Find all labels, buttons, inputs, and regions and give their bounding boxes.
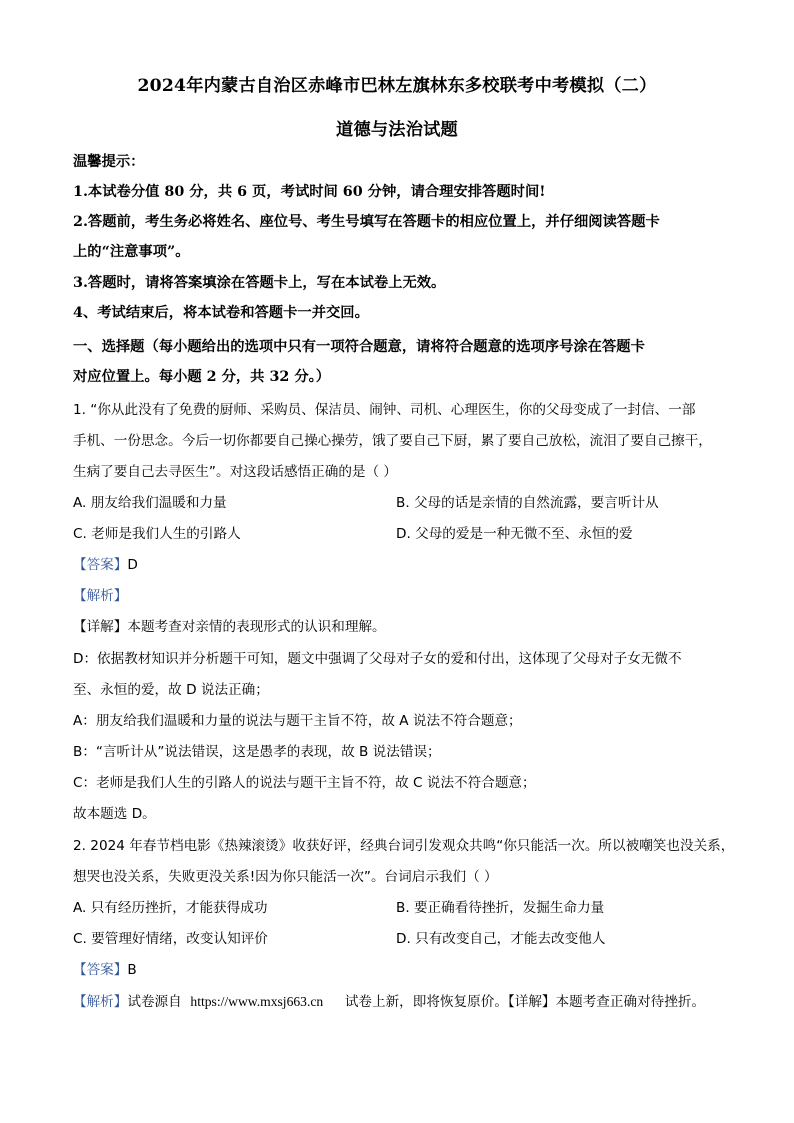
q1-analysis-line5: C：老师是我们人生的引路人的说法与题干主旨不符，故 C 说法不符合题意； (73, 775, 536, 791)
q2-stem-line2: 想哭也没关系，失败更没关系!因为你只能活一次”。台词启示我们（ ） (73, 869, 498, 885)
notice-item-2: 2.答题前，考生务必将姓名、座位号、考生号填写在答题卡的相应位置上，并仔细阅读答题卡 (73, 214, 660, 230)
q1-option-d: D. 父母的爱是一种无微不至、永恒的爱 (396, 526, 633, 542)
section-heading-line1: 一、选择题（每小题给出的选项中只有一项符合题意，请将符合题意的选项序号涂在答题卡 (73, 339, 645, 355)
exam-subtitle: 道德与法治试题 (336, 120, 458, 140)
notice-item-1: 1.本试卷分值 80 分，共 6 页，考试时间 60 分钟，请合理安排答题时间! (73, 184, 546, 200)
section-heading-line2: 对应位置上。每小题 2 分，共 32 分。） (73, 369, 331, 385)
q2-option-c: C. 要管理好情绪，改变认知评价 (73, 931, 268, 947)
q1-stem-line2: 手机、一份思念。今后一切你都要自己操心操劳，饿了要自己下厨，累了要自己放松，流泪了要自己擦干， (73, 433, 712, 449)
q1-option-c: C. 老师是我们人生的引路人 (73, 526, 241, 542)
q2-analysis-tag: 【解析】 (73, 994, 128, 1010)
q1-analysis-tag: 【解析】 (73, 588, 128, 604)
q2-answer-value: B (127, 962, 137, 978)
notice-item-3: 3.答题时，请将答案填涂在答题卡上，写在本试卷上无效。 (73, 275, 446, 291)
q2-source-url[interactable]: https://www.mxsj663.cn (190, 994, 324, 1009)
notice-item-4: 4、考试结束后，将本试卷和答题卡一并交回。 (73, 305, 369, 321)
q1-answer-value: D (127, 557, 138, 573)
q2-option-a: A. 只有经历挫折，才能获得成功 (73, 900, 268, 916)
q1-answer-tag: 【答案】 (73, 557, 128, 573)
q1-analysis-line1: D：依据教材知识并分析题干可知，题文中强调了父母对子女的爱和付出，这体现了父母对子女无微不 (73, 651, 682, 667)
q1-detail-row (73, 617, 386, 637)
q2-option-b: B. 要正确看待挫折，发掘生命力量 (396, 900, 605, 916)
q2-source-text: 试卷源自 (127, 994, 182, 1010)
q2-detail-text: 本题考查正确对待挫折。 (555, 994, 706, 1010)
q1-analysis-line2: 至、永恒的爱，故 D 说法正确； (73, 682, 269, 698)
q1-option-a: A. 朋友给我们温暖和力量 (73, 495, 227, 511)
q2-answer-row (73, 960, 137, 980)
q2-stem-line1: 2. 2024 年春节档电影《热辣滚烫》收获好评，经典台词引发观众共鸣“你只能活一次。所以被嘲笑也没关系， (73, 838, 735, 854)
q2-analysis-row (73, 992, 705, 1012)
q1-detail-text: 本题考查对亲情的表现形式的认识和理解。 (127, 619, 386, 635)
q2-option-d: D. 只有改变自己，才能去改变他人 (396, 931, 606, 947)
q2-detail-tag: 【详解】 (507, 994, 556, 1010)
q1-stem-line3: 生病了要自己去寻医生”。对这段话感悟正确的是（ ） (73, 464, 398, 480)
q1-stem-line1: 1. “你从此没有了免费的厨师、采购员、保洁员、闹钟、司机、心理医生，你的父母变成了一封信、一部 (73, 402, 696, 418)
q1-analysis-line6: 故本题选 D。 (73, 806, 156, 822)
notice-item-2-cont: 上的“注意事项”。 (73, 244, 190, 260)
q2-answer-tag: 【答案】 (73, 962, 128, 978)
q1-analysis-line3: A：朋友给我们温暖和力量的说法与题干主旨不符，故 A 说法不符合题意； (73, 713, 522, 729)
q1-analysis-row (73, 586, 127, 606)
q1-detail-tag: 【详解】 (73, 619, 128, 635)
q1-option-b: B. 父母的话是亲情的自然流露，要言听计从 (396, 495, 659, 511)
notice-heading: 温馨提示： (73, 154, 145, 170)
q1-answer-row (73, 555, 138, 575)
exam-title: 2024年内蒙古自治区赤峰市巴林左旗林东多校联考中考模拟（二） (137, 76, 657, 96)
q1-analysis-line4: B：“言听计从”说法错误，这是愚孝的表现，故 B 说法错误； (73, 744, 441, 760)
q2-source-tail: 试卷上新，即将恢复原价。 (344, 994, 508, 1010)
